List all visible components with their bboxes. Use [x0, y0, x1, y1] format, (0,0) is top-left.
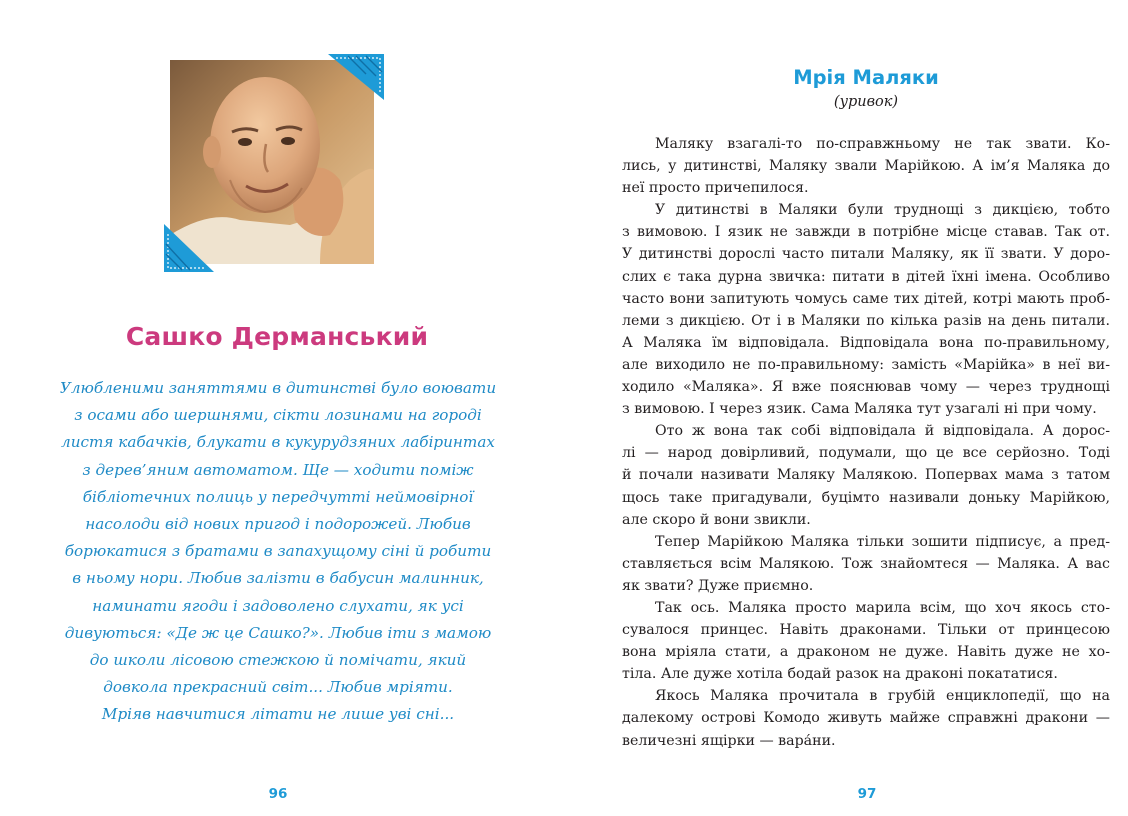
- bio-line: в ньому нори. Любив залізти в бабусин малинник,: [72, 569, 484, 588]
- story-line: Маляку взагалі-то по-справжньому не так звати. Ко-: [655, 136, 1110, 152]
- bio-line: з осами або шершнями, сікти лозинами на городі: [74, 406, 482, 425]
- author-bio: [38, 375, 518, 729]
- story-line: щось таке пригадували, буцімто називали доньку Марійкою,: [622, 489, 1110, 506]
- author-photo-frame: [164, 56, 380, 268]
- story-line: тіла. Але дуже хотіла бодай разок на драконі покататися.: [622, 666, 1058, 683]
- story-line: але скоро й вони звикли.: [622, 511, 811, 528]
- bio-line: бібліотечних полиць у передчутті неймовірної: [82, 487, 474, 506]
- story-line: з вимовою. І через язик. Сама Маляка тут узагалі ні при чому.: [622, 401, 1097, 418]
- author-name: Сашко Дерманський: [125, 322, 429, 351]
- page-number: 97: [857, 786, 877, 802]
- blue-corner-decoration-icon: [326, 52, 386, 102]
- story-line: часто вони запитують чомусь саме тих дітей, котрі мають проб-: [622, 290, 1110, 307]
- story-line: У дитинстві дорослі часто питали Маляку, як її звати. У доро-: [622, 246, 1110, 263]
- story-line: неї просто причепилося.: [622, 180, 809, 197]
- story-line: далекому острові Комодо живуть майже справжні дракони —: [622, 710, 1110, 727]
- story-line: але виходило не по-правильному: замість «Марійка» в неї ви-: [622, 356, 1110, 373]
- story-line: ходило «Маляка». Я вже пояснював чому — через труднощі: [622, 379, 1110, 396]
- story-line: з вимовою. І язик не завжди в потрібне місце ставав. Так от.: [622, 224, 1110, 241]
- right-page: [564, 0, 1128, 816]
- story-line: лі — народ довірливий, подумали, що це все серйозно. Тоді: [622, 445, 1110, 462]
- bio-line: наминати ягоди і задоволено слухати, як усі: [92, 596, 464, 615]
- story-line: сувалося принцес. Навіть драконами. Тільки от принцесою: [622, 622, 1110, 639]
- bio-line: до школи лісовою стежкою й помічати, який: [89, 651, 467, 670]
- story-line: У дитинстві в Маляки були труднощі з дикцією, тобто: [655, 202, 1110, 219]
- story-line: ставляється всім Малякою. Тож знайомтеся — Маляка. А вас: [622, 555, 1110, 572]
- bio-line: Улюбленими заняттями в дитинстві було воювати: [59, 379, 497, 397]
- page-number: 96: [268, 786, 288, 802]
- story-line: слих є така дурна звичка: питати в дітей їхні імена. Особливо: [622, 268, 1110, 285]
- story-body: [622, 133, 1110, 752]
- story-line: леми з дикцією. От і в Маляки по кілька разів на день питали.: [622, 312, 1110, 329]
- story-line: вона мріяла стати, а драконом не дуже. Навіть дуже не хо-: [622, 644, 1110, 661]
- story-line: Якось Маляка прочитала в грубій енциклопедії, що на: [655, 688, 1110, 705]
- bio-line: з дерев’яним автоматом. Ще — ходити поміж: [82, 460, 474, 479]
- story-title: Мрія Маляки: [793, 66, 939, 89]
- bio-line: дивуються: «Де ж це Сашко?». Любив іти з мамою: [64, 623, 492, 642]
- story-line: величезні ящірки — вара́ни.: [622, 732, 836, 749]
- story-line: Так ось. Маляка просто марила всім, що хоч якось сто-: [655, 599, 1110, 616]
- blue-corner-decoration-icon: [162, 222, 216, 274]
- story-line: лись, у дитинстві, Маляку звали Марійкою. А ім’я Маляка до: [622, 158, 1110, 175]
- bio-line: борюкатися з братами в запахущому сіні й робити: [64, 542, 492, 561]
- bio-line: листя кабачків, блукати в кукурудзяних лабіринтах: [61, 433, 495, 452]
- story-subtitle: (уривок): [833, 94, 899, 110]
- bio-line: насолоди від нових пригод і подорожей. Любив: [85, 515, 471, 534]
- story-line: Ото ж вона так собі відповідала й відповідала. А дорос-: [655, 423, 1110, 440]
- story-line: й почали називати Маляку Малякою. Поперваx мама з татом: [622, 467, 1110, 484]
- bio-line: довкола прекрасний світ... Любив мріяти.: [103, 678, 453, 697]
- bio-line: Мріяв навчитися літати не лише уві сні...: [101, 705, 455, 724]
- story-line: А Маляка їм відповідала. Відповідала вона по-правильному,: [622, 334, 1110, 351]
- story-line: як звати? Дуже приємно.: [622, 577, 814, 594]
- story-line: Тепер Марійкою Маляка тільки зошити підписує, а пред-: [655, 533, 1110, 550]
